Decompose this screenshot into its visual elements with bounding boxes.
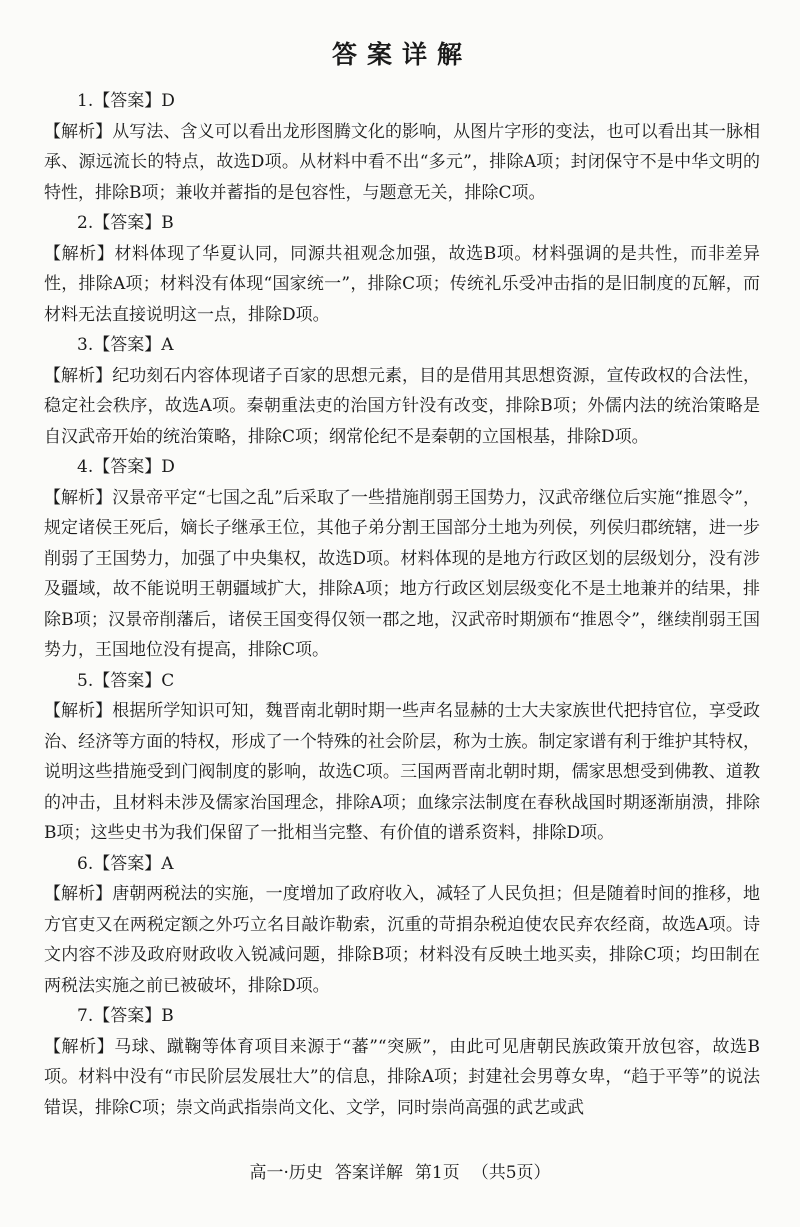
analysis-label: 【解析】	[44, 121, 113, 142]
analysis-label: 【解析】	[44, 701, 113, 721]
answer-item	[44, 849, 760, 1002]
answer-item	[44, 452, 760, 666]
analysis-paragraph	[44, 239, 760, 331]
answer-line	[44, 452, 760, 483]
answer-line	[44, 666, 760, 697]
question-number: 4.	[77, 457, 94, 477]
answer-value: A	[161, 335, 174, 355]
analysis-text: 纪功刻石内容体现诸子百家的思想元素，目的是借用其思想资源，宣传政权的合法性，稳定社会秩序，故选A项。秦朝重法吏的治国方针没有改变，排除B项；外儒内法的统治策略是自汉武帝开始的统治策略，排除C项；纲常伦纪不是秦朝的立国根基，排除D项。	[44, 365, 761, 447]
analysis-paragraph	[44, 879, 760, 1001]
answer-value: B	[161, 1006, 174, 1026]
analysis-label: 【解析】	[44, 243, 115, 264]
answer-value: D	[161, 457, 175, 477]
answer-label: 【答案】	[93, 457, 162, 477]
answer-label: 【答案】	[93, 91, 162, 111]
analysis-text: 马球、蹴鞠等体育项目来源于“蕃”“突厥”，由此可见唐朝民族政策开放包容，故选B项。材料中没有“市民阶层发展壮大”的信息，排除A项；封建社会男尊女卑，“趋于平等”的说法错误，排除C项；崇文尚武指崇尚文化、文学，同时崇尚高强的武艺或武	[44, 1036, 760, 1118]
analysis-text: 唐朝两税法的实施，一度增加了政府收入，减轻了人民负担；但是随着时间的推移，地方官吏又在两税定额之外巧立名目敲诈勒索，沉重的苛捐杂税迫使农民弃农经商，故选A项。诗文内容不涉及政府财政收入锐减问题，排除B项；材料没有反映土地买卖，排除C项；均田制在两税法实施之前已被破坏，排除D项。	[44, 884, 761, 996]
analysis-label: 【解析】	[44, 487, 113, 508]
analysis-text: 材料体现了华夏认同，同源共祖观念加强，故选B项。材料强调的是共性，而非差异性，排除A项；材料没有体现“国家统一”，排除C项；传统礼乐受冲击指的是旧制度的瓦解，而材料无法直接说明这一点，排除D项。	[44, 243, 761, 325]
question-number: 2.	[77, 213, 94, 233]
answer-line	[44, 849, 760, 880]
answer-label: 【答案】	[93, 670, 162, 691]
page-title: 答案详解	[331, 40, 472, 69]
analysis-paragraph	[44, 361, 760, 453]
answer-label: 【答案】	[93, 213, 162, 233]
analysis-text: 从写法、含义可以看出龙形图腾文化的影响，从图片字形的变法，也可以看出其一脉相承、源远流长的特点，故选D项。从材料中看不出“多元”，排除A项；封闭保守不是中华文明的特性，排除B项；兼收并蓄指的是包容性，与题意无关，排除C项。	[44, 121, 761, 203]
answer-line	[44, 330, 760, 361]
answer-line	[44, 1001, 760, 1032]
footer-doc: 答案详解	[334, 1163, 403, 1183]
analysis-text: 汉景帝平定“七国之乱”后采取了一些措施削弱王国势力，汉武帝继位后实施“推恩令”，规定诸侯王死后，嫡长子继承王位，其他子弟分割王国部分土地为列侯，列侯归郡统辖，进一步削弱了王国势力，加强了中央集权，故选D项。材料体现的是地方行政区划的层级划分，没有涉及疆域，故不能说明王朝疆域扩大，排除A项；地方行政区划层级变化不是土地兼并的结果，排除B项；汉景帝削藩后，诸侯王国变得仅领一郡之地，汉武帝时期颁布“推恩令”，继续削弱王国势力，王国地位没有提高，排除C项。	[44, 487, 761, 660]
question-number: 7.	[77, 1006, 94, 1026]
question-number: 3.	[77, 335, 94, 355]
answer-item	[44, 86, 760, 208]
analysis-paragraph	[44, 696, 760, 849]
analysis-label: 【解析】	[44, 1036, 115, 1057]
answer-item	[44, 666, 760, 849]
analysis-paragraph	[44, 1032, 760, 1124]
footer-page: 第1页	[414, 1163, 460, 1183]
analysis-paragraph	[44, 117, 760, 209]
question-number: 6.	[77, 853, 94, 874]
analysis-text: 根据所学知识可知，魏晋南北朝时期一些声名显赫的士大夫家族世代把持官位，享受政治、经济等方面的特权，形成了一个特殊的社会阶层，称为士族。制定家谱有利于维护其特权，说明这些措施受到门阀制度的影响，故选C项。三国两晋南北朝时期，儒家思想受到佛教、道教的冲击，且材料未涉及儒家治国理念，排除A项；血缘宗法制度在春秋战国时期逐渐崩溃，排除B项；这些史书为我们保留了一批相当完整、有价值的谱系资料，排除D项。	[44, 701, 761, 843]
analysis-label: 【解析】	[44, 884, 113, 904]
answer-value: B	[161, 213, 174, 233]
footer-total: （共5页）	[471, 1163, 551, 1183]
answer-value: A	[161, 853, 174, 874]
footer-course: 高一·历史	[249, 1163, 323, 1183]
answer-label: 【答案】	[93, 853, 162, 874]
answer-item	[44, 208, 760, 330]
answer-value: D	[161, 91, 175, 111]
answer-line	[44, 86, 760, 117]
answer-value: C	[161, 670, 175, 691]
question-number: 1.	[77, 91, 94, 111]
analysis-label: 【解析】	[44, 365, 113, 386]
answer-line	[44, 208, 760, 239]
page-footer	[0, 1158, 800, 1183]
answer-label: 【答案】	[93, 335, 162, 355]
answer-item	[44, 1001, 760, 1123]
answer-label: 【答案】	[93, 1006, 162, 1026]
analysis-paragraph	[44, 483, 760, 666]
question-number: 5.	[77, 670, 94, 691]
answer-list	[44, 86, 760, 1123]
answer-item	[44, 330, 760, 452]
